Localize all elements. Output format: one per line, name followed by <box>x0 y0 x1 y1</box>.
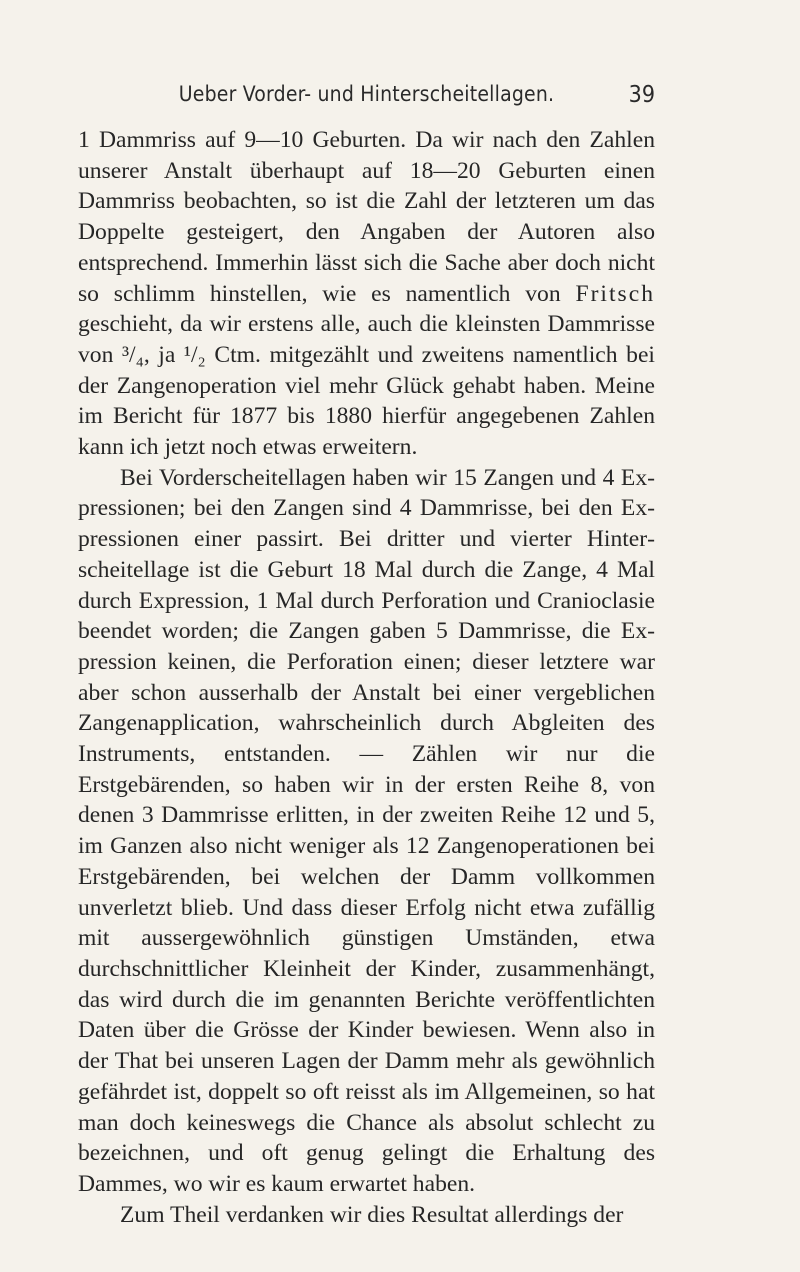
running-head <box>78 82 655 116</box>
paragraph-1-text-end: geschieht, da wir erstens alle, auch die kleinsten Dammrisse von ³/₄, ja ¹/₂ Ctm. mitgezählt und zweitens namentlich bei der Zangenoperation viel mehr Glück gehabt haben. Meine im Bericht für 1877 bis 1880 hierfür angegebenen Zahlen kann ich jetzt noch etwas erweitern. <box>78 311 655 461</box>
body-text <box>78 125 655 1230</box>
paragraph-1-text-start: 1 Dammriss auf 9—10 Geburten. Da wir nach den Zahlen unserer Anstalt überhaupt auf 18—20 Geburten einen Dammriss beobachten, so ist die Zahl der letzteren um das Doppelte gesteigert, den Angaben der Autoren also entsprechend. Immerhin lässt sich die Sache aber doch nicht so schlimm hinstellen, wie es namentlich von <box>78 127 655 307</box>
paragraph-2: Bei Vorderscheitellagen haben wir 15 Zangen und 4 Expressionen; bei den Zangen sind 4 Dammrisse, bei den Expressionen einer passirt. Bei dritter und vierter Hinterscheitellage ist die Geburt 18 Mal durch die Zange, 4 Mal durch Expression, 1 Mal durch Perforation und Cranioclasie beendet worden; die Zangen gaben 5 Dammrisse, die Expression keinen, die Perforation einen; dieser letztere war aber schon ausserhalb der Anstalt bei einer vergeblichen Zangenapplication, wahrscheinlich durch Abgleiten des Instruments, entstanden. — Zählen wir nur die Erstgebärenden, so haben wir in der ersten Reihe 8, von denen 3 Dammrisse erlitten, in der zweiten Reihe 12 und 5, im Ganzen also nicht weniger als 12 Zangenoperationen bei Erstgebärenden, bei welchen der Damm vollkommen unverletzt blieb. Und dass dieser Erfolg nicht etwa zufällig mit aussergewöhnlich günstigen Umständen, etwa durchschnittlicher Kleinheit der Kinder, zusammenhängt, das wird durch die im genannten Berichte veröffentlichten Daten über die Grösse der Kinder bewiesen. Wenn also in der That bei unseren Lagen der Damm mehr als gewöhnlich gefährdet ist, doppelt so oft reisst als im Allgemeinen, so hat man doch keineswegs die Chance als absolut schlecht zu bezeichnen, und oft genug gelingt die Erhaltung des Dammes, wo wir es kaum erwartet haben. <box>78 464 655 1197</box>
paragraph-1 <box>78 125 655 463</box>
running-head-title: Ueber Vorder- und Hinterscheitellagen. <box>178 82 555 106</box>
author-name-fritsch: Fritsch <box>575 280 655 307</box>
paragraph-3: Zum Theil verdanken wir dies Resultat allerdings der <box>120 1201 624 1228</box>
page-number: 39 <box>628 82 655 108</box>
